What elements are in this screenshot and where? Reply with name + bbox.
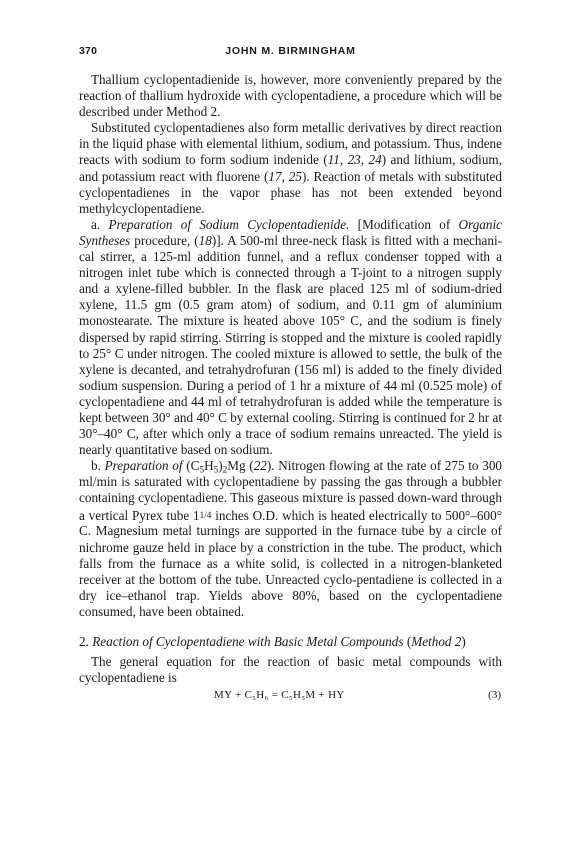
citation: 17, 25 [268,168,302,184]
journal-name: Organic Syntheses [79,216,502,248]
subsection-title: Preparation of [104,458,183,474]
subsection-title: Preparation of Sodium Cyclopentadienide. [108,216,350,232]
paragraph: Thallium cyclopentadienide is, however, more conveniently prepared by the reaction of thallium hydroxide with cyclopentadiene, a procedure which will be described under Method 2. [79,72,502,120]
citation: 18 [198,232,212,248]
page-header [79,45,502,61]
citation: 22 [253,458,267,474]
section-title: Reaction of Cyclopentadiene with Basic Metal Compounds [92,634,404,650]
running-head: JOHN M. BIRMINGHAM [225,45,356,57]
equation [79,686,502,703]
page-number: 370 [79,45,98,57]
paragraph: b. Preparation of $(C_5H_5)_2Mg$ (22). Nitrogen flowing at the rate of 275 to 300 ml/min is saturated with cyclopentadiene by passing the gas through a bubbler containing cyclopentadiene. This gaseous mixture is passed down-ward through a vertical Pyrex tube 11/4 inches O.D. which is heated electrically to 500°–600° C. Magnesium metal turnings are supported in the furnace tube by a circle of nichrome gauze held in place by a constriction in the tube. The product, which falls from the furnace as a white solid, is collected in a nitrogen-blanketed receiver at the bottom of the tube. Unreacted cyclo-pentadiene is collected in a dry ice–ethanol trap. Yields above 80%, based on the cyclopentadiene consumed, have been obtained. [79,458,503,619]
paragraph: The general equation for the reaction of basic metal compounds with cyclopentadiene is [79,654,502,686]
equation-number: (3) [488,689,501,702]
method-label: Method 2 [411,634,462,650]
citation: 11, 23, 24 [327,152,382,168]
formula: $(C_5H_5)_2Mg$ ( [182,458,254,475]
paragraph: Substituted cyclopentadienes also form metallic derivatives by direct reaction in the liquid phase with elemental lithium, sodium, and potassium. Thus, indene reacts with sodium to form sodium indenide (11, 23, 24) and lithium, sodium, and potassium react with fluorene (17, 25). Reaction of metals with substituted cyclopentadienes in the vapor phase has not been extended beyond methylcyclopentadiene. [79,120,503,216]
equation-body: MY + C₅H₆ = C₅H₅M + HY [214,689,345,702]
section-heading: 2. Reaction of Cyclopentadiene with Basic Metal Compounds (Method 2) [79,634,466,650]
paragraph: a. Preparation of Sodium Cyclopentadienide. [Modification of Organic Syntheses procedure, (18)]. A 500-ml three-neck flask is fitted with a mechani-cal stirrer, a 125-ml addition funnel, and a reflux condenser topped with a nitrogen inlet tube which is connected through a T-joint to a nitrogen supply and a xylene-filled bubbler. In the flask are placed 125 ml of sodium-dried xylene, 11.5 gm (0.5 gram atom) of sodium, and 0.11 gm of aluminium monostearate. The mixture is heated above 105° C, and the sodium is finely dispersed by rapid stirring. Stirring is stopped and the mixture is cooled rapidly to 25° C under nitrogen. The cooled mixture is allowed to settle, the bulk of the xylene is decanted, and tetrahydrofuran (156 ml) is added to the finely divided sodium suspension. During a period of 1 hr a mixture of 44 ml (0.525 mole) of cyclopentadiene and 44 ml of tetrahydrofuran is added while the temperature is kept between 30° and 40° C by external cooling. Stirring is continued for 2 hr at 30°–40° C, after which only a trace of sodium remains unreacted. The yield is nearly quantitative based on sodium. [79,216,502,458]
body-text [79,72,502,703]
fraction: 1/4 [199,509,212,520]
